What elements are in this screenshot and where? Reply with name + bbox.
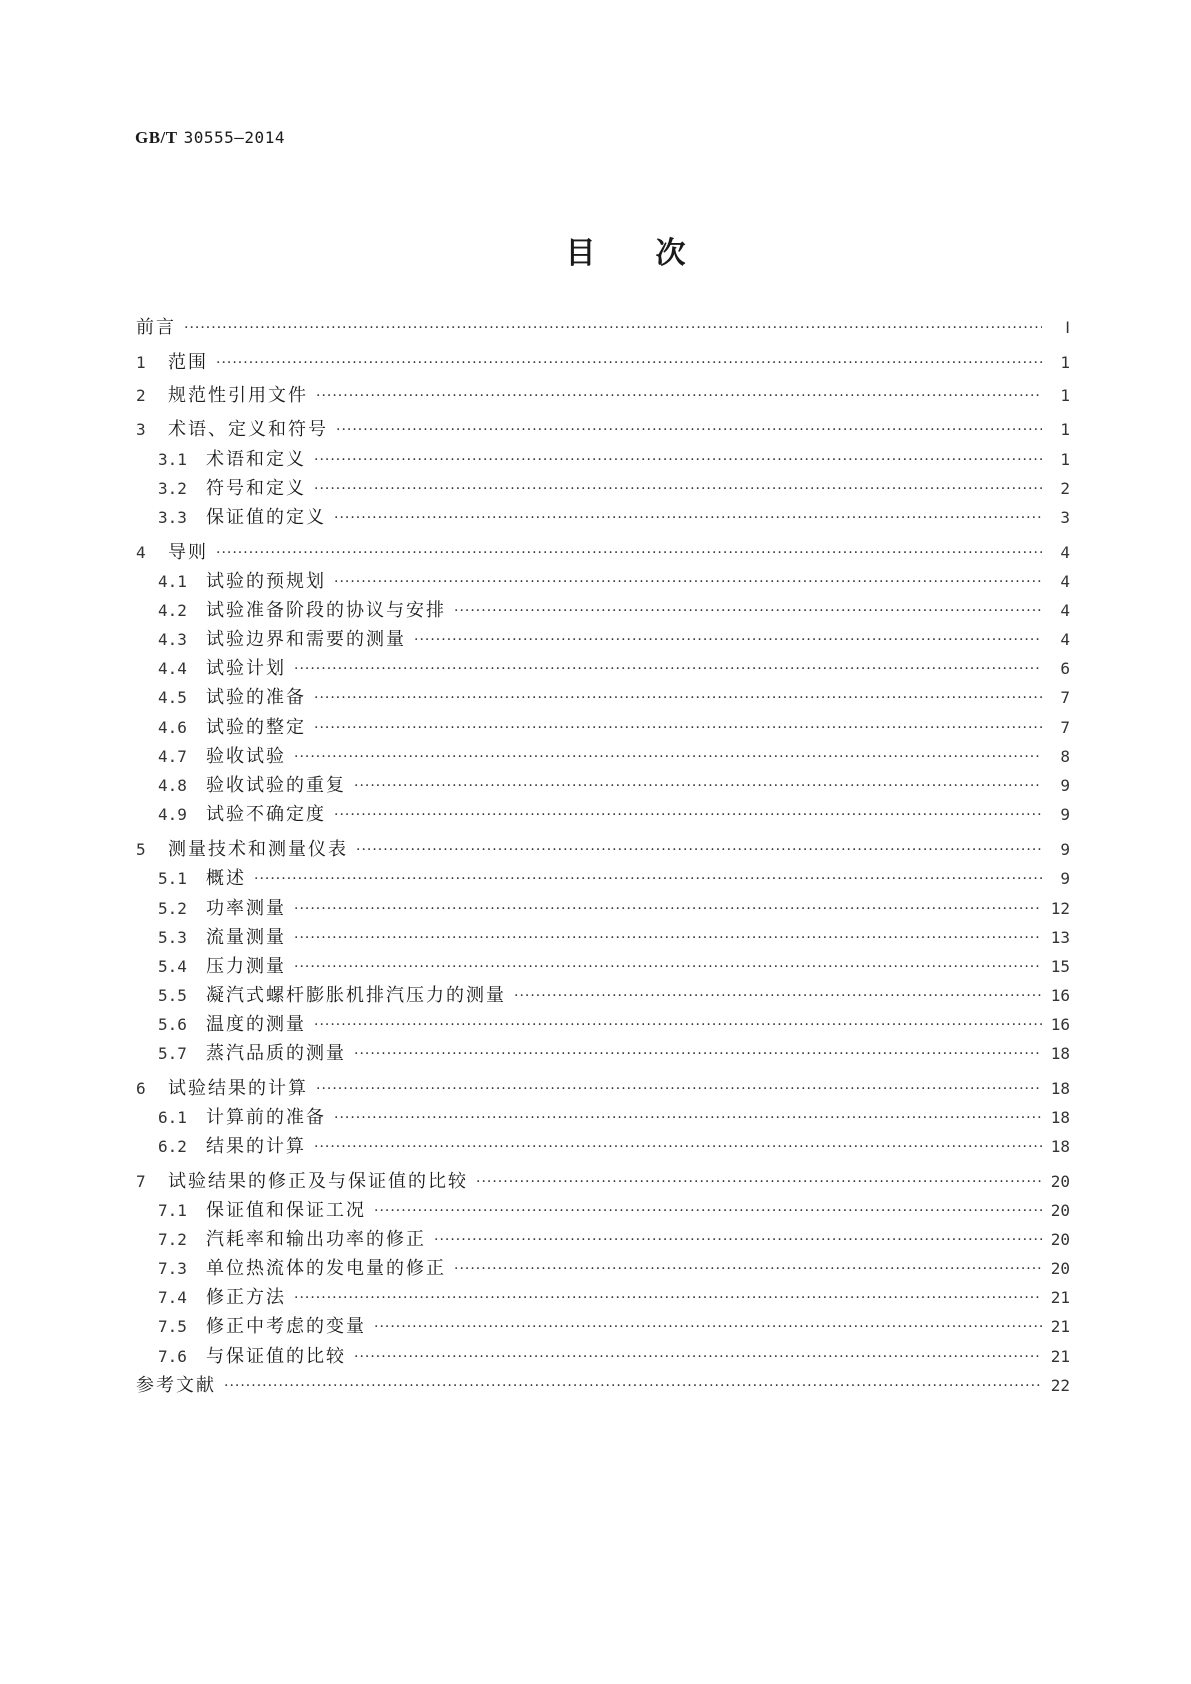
toc-dot-leader (294, 1286, 1042, 1310)
toc-entry-label: 试验计划 (206, 658, 286, 679)
toc-entry[interactable] (136, 1042, 1070, 1066)
toc-entry-label: 汽耗率和输出功率的修正 (206, 1229, 426, 1250)
toc-dot-leader (354, 774, 1042, 798)
toc-entry[interactable] (136, 506, 1070, 530)
toc-entry[interactable] (136, 599, 1070, 623)
standard-prefix: GB/T (135, 128, 178, 147)
toc-entry[interactable] (136, 1135, 1070, 1159)
toc-dot-leader (254, 867, 1042, 891)
toc-entry-page: 7 (1060, 688, 1070, 707)
toc-entry-label: 保证值和保证工况 (206, 1200, 366, 1221)
toc-entry[interactable] (136, 541, 1070, 565)
toc-entry-number: 3.2 (158, 479, 187, 498)
toc-entry-page: 20 (1050, 1201, 1070, 1220)
toc-entry[interactable] (136, 955, 1070, 979)
toc-dot-leader (354, 1042, 1042, 1066)
toc-dot-leader (216, 351, 1042, 375)
toc-entry-page: 18 (1050, 1079, 1070, 1098)
toc-entry-page: 4 (1060, 601, 1070, 620)
toc-entry-number: 2 (136, 386, 146, 405)
toc-entry[interactable] (136, 1286, 1070, 1310)
toc-dot-leader (316, 384, 1042, 408)
toc-entry[interactable] (136, 1013, 1070, 1037)
toc-entry-page: 20 (1050, 1230, 1070, 1249)
toc-entry-number: 7.6 (158, 1347, 187, 1366)
toc-dot-leader (354, 1345, 1042, 1369)
toc-entry-label: 概述 (206, 868, 246, 889)
toc-entry[interactable] (136, 1257, 1070, 1281)
toc-entry-page: 7 (1060, 718, 1070, 737)
toc-dot-leader (476, 1170, 1042, 1194)
toc-entry[interactable] (136, 774, 1070, 798)
toc-entry-number: 1 (136, 353, 146, 372)
toc-entry-label: 前言 (136, 317, 176, 338)
toc-entry-number: 7.1 (158, 1201, 187, 1220)
toc-entry-number: 6.2 (158, 1137, 187, 1156)
toc-entry-label: 结果的计算 (206, 1136, 306, 1157)
toc-dot-leader (216, 541, 1042, 565)
toc-entry[interactable] (136, 1077, 1070, 1101)
toc-entry[interactable] (136, 926, 1070, 950)
toc-entry-number: 5.3 (158, 928, 187, 947)
toc-entry[interactable] (136, 1374, 1070, 1398)
toc-dot-leader (334, 506, 1042, 530)
toc-entry-page: 21 (1050, 1317, 1070, 1336)
toc-entry-page: 1 (1060, 386, 1070, 405)
toc-entry-label: 单位热流体的发电量的修正 (206, 1258, 446, 1279)
toc-entry[interactable] (136, 803, 1070, 827)
toc-entry-label: 功率测量 (206, 898, 286, 919)
toc-entry[interactable] (136, 984, 1070, 1008)
toc-entry-page: 9 (1060, 840, 1070, 859)
toc-entry-page: 1 (1060, 450, 1070, 469)
toc-entry[interactable] (136, 1315, 1070, 1339)
toc-entry-number: 4.4 (158, 659, 187, 678)
toc-entry-number: 3.3 (158, 508, 187, 527)
toc-entry-page: 8 (1060, 747, 1070, 766)
toc-entry-label: 符号和定义 (206, 478, 306, 499)
toc-entry-number: 4.3 (158, 630, 187, 649)
toc-entry-label: 试验结果的计算 (168, 1078, 308, 1099)
toc-dot-leader (374, 1199, 1042, 1223)
toc-entry-label: 试验准备阶段的协议与安排 (206, 600, 446, 621)
toc-entry-label: 温度的测量 (206, 1014, 306, 1035)
toc-dot-leader (224, 1374, 1042, 1398)
toc-dot-leader (294, 955, 1042, 979)
toc-dot-leader (434, 1228, 1042, 1252)
toc-entry[interactable] (136, 745, 1070, 769)
toc-dot-leader (314, 477, 1042, 501)
toc-entry-label: 凝汽式螺杆膨胀机排汽压力的测量 (206, 985, 506, 1006)
toc-dot-leader (334, 570, 1042, 594)
toc-dot-leader (314, 1135, 1042, 1159)
toc-entry-page: Ⅰ (1065, 318, 1070, 337)
toc-entry-label: 试验的整定 (206, 717, 306, 738)
toc-entry-page: 9 (1060, 805, 1070, 824)
toc-entry-page: 20 (1050, 1259, 1070, 1278)
toc-entry-page: 6 (1060, 659, 1070, 678)
toc-entry-number: 4 (136, 543, 146, 562)
toc-entry[interactable] (136, 418, 1070, 442)
toc-dot-leader (184, 316, 1042, 340)
toc-entry-page: 12 (1050, 899, 1070, 918)
toc-entry-label: 试验的预规划 (206, 571, 326, 592)
toc-entry[interactable] (136, 316, 1070, 340)
toc-entry-number: 5.5 (158, 986, 187, 1005)
toc-entry-label: 修正中考虑的变量 (206, 1316, 366, 1337)
toc-entry-page: 4 (1060, 572, 1070, 591)
toc-entry[interactable] (136, 1228, 1070, 1252)
standard-code (135, 128, 285, 148)
toc-entry[interactable] (136, 686, 1070, 710)
toc-entry[interactable] (136, 657, 1070, 681)
toc-entry-number: 3 (136, 420, 146, 439)
toc-dot-leader (514, 984, 1042, 1008)
toc-entry-number: 5.6 (158, 1015, 187, 1034)
toc-entry-page: 16 (1050, 986, 1070, 1005)
toc-entry-number: 7.3 (158, 1259, 187, 1278)
toc-entry-number: 5 (136, 840, 146, 859)
toc-entry-number: 5.2 (158, 899, 187, 918)
toc-dot-leader (414, 628, 1042, 652)
toc-entry-number: 7.5 (158, 1317, 187, 1336)
toc-entry-number: 4.5 (158, 688, 187, 707)
toc-dot-leader (314, 716, 1042, 740)
toc-entry-number: 7.2 (158, 1230, 187, 1249)
toc-entry-page: 22 (1050, 1376, 1070, 1395)
toc-entry-page: 4 (1060, 630, 1070, 649)
toc-dot-leader (454, 1257, 1042, 1281)
toc-entry-number: 4.1 (158, 572, 187, 591)
toc-dot-leader (294, 657, 1042, 681)
toc-entry[interactable] (136, 1345, 1070, 1369)
toc-entry-page: 1 (1060, 420, 1070, 439)
standard-number: 30555—2014 (183, 128, 285, 147)
toc-entry-page: 21 (1050, 1288, 1070, 1307)
toc-entry-number: 4.2 (158, 601, 187, 620)
toc-dot-leader (294, 897, 1042, 921)
toc-entry-page: 13 (1050, 928, 1070, 947)
toc-entry-label: 压力测量 (206, 956, 286, 977)
toc-entry-number: 7 (136, 1172, 146, 1191)
toc-entry-label: 蒸汽品质的测量 (206, 1043, 346, 1064)
toc-dot-leader (336, 418, 1042, 442)
toc-entry-page: 18 (1050, 1108, 1070, 1127)
toc-entry-number: 4.8 (158, 776, 187, 795)
toc-entry-page: 20 (1050, 1172, 1070, 1191)
toc-entry-page: 3 (1060, 508, 1070, 527)
toc-dot-leader (314, 686, 1042, 710)
toc-entry[interactable] (136, 628, 1070, 652)
toc-entry-page: 1 (1060, 353, 1070, 372)
toc-entry-label: 验收试验的重复 (206, 775, 346, 796)
toc-entry[interactable] (136, 1199, 1070, 1223)
toc-entry[interactable] (136, 384, 1070, 408)
toc-dot-leader (316, 1077, 1042, 1101)
toc-entry[interactable] (136, 351, 1070, 375)
toc-entry-page: 15 (1050, 957, 1070, 976)
toc-entry-label: 流量测量 (206, 927, 286, 948)
toc-entry-label: 范围 (168, 352, 208, 373)
toc-entry-number: 6 (136, 1079, 146, 1098)
toc-entry[interactable] (136, 897, 1070, 921)
toc-entry[interactable] (136, 867, 1070, 891)
toc-entry-number: 5.4 (158, 957, 187, 976)
toc-dot-leader (334, 1106, 1042, 1130)
toc-entry-label: 规范性引用文件 (168, 385, 308, 406)
toc-entry-label: 参考文献 (136, 1375, 216, 1396)
toc-entry[interactable] (136, 570, 1070, 594)
toc-entry-label: 试验的准备 (206, 687, 306, 708)
toc-entry-label: 测量技术和测量仪表 (168, 839, 348, 860)
toc-dot-leader (374, 1315, 1042, 1339)
toc-entry-number: 3.1 (158, 450, 187, 469)
toc-entry-page: 9 (1060, 869, 1070, 888)
toc-entry-number: 4.9 (158, 805, 187, 824)
toc-entry-page: 2 (1060, 479, 1070, 498)
toc-entry-label: 术语、定义和符号 (168, 419, 328, 440)
toc-entry-label: 术语和定义 (206, 449, 306, 470)
toc-entry-label: 计算前的准备 (206, 1107, 326, 1128)
toc-entry-number: 7.4 (158, 1288, 187, 1307)
toc-entry[interactable] (136, 1170, 1070, 1194)
toc-entry[interactable] (136, 716, 1070, 740)
toc-entry-number: 4.7 (158, 747, 187, 766)
toc-entry-label: 与保证值的比较 (206, 1346, 346, 1367)
toc-entry-number: 5.1 (158, 869, 187, 888)
toc-entry-label: 验收试验 (206, 746, 286, 767)
toc-dot-leader (314, 448, 1042, 472)
toc-entry-page: 4 (1060, 543, 1070, 562)
toc-dot-leader (294, 745, 1042, 769)
toc-dot-leader (356, 838, 1042, 862)
toc-entry-number: 4.6 (158, 718, 187, 737)
toc-dot-leader (294, 926, 1042, 950)
toc-entry-number: 5.7 (158, 1044, 187, 1063)
toc-dot-leader (314, 1013, 1042, 1037)
toc-entry-page: 9 (1060, 776, 1070, 795)
toc-dot-leader (454, 599, 1042, 623)
toc-entry-label: 试验不确定度 (206, 804, 326, 825)
toc-entry-label: 导则 (168, 542, 208, 563)
toc-entry-label: 试验边界和需要的测量 (206, 629, 406, 650)
toc-entry[interactable] (136, 448, 1070, 472)
toc-entry-page: 18 (1050, 1044, 1070, 1063)
toc-entry-page: 21 (1050, 1347, 1070, 1366)
toc-entry[interactable] (136, 838, 1070, 862)
toc-entry[interactable] (136, 477, 1070, 501)
toc-dot-leader (334, 803, 1042, 827)
toc-entry-label: 试验结果的修正及与保证值的比较 (168, 1171, 468, 1192)
toc-entry[interactable] (136, 1106, 1070, 1130)
toc-entry-label: 保证值的定义 (206, 507, 326, 528)
toc-entry-page: 16 (1050, 1015, 1070, 1034)
page-title: 目次 (565, 236, 746, 271)
toc-entry-label: 修正方法 (206, 1287, 286, 1308)
toc-entry-page: 18 (1050, 1137, 1070, 1156)
toc-entry-number: 6.1 (158, 1108, 187, 1127)
